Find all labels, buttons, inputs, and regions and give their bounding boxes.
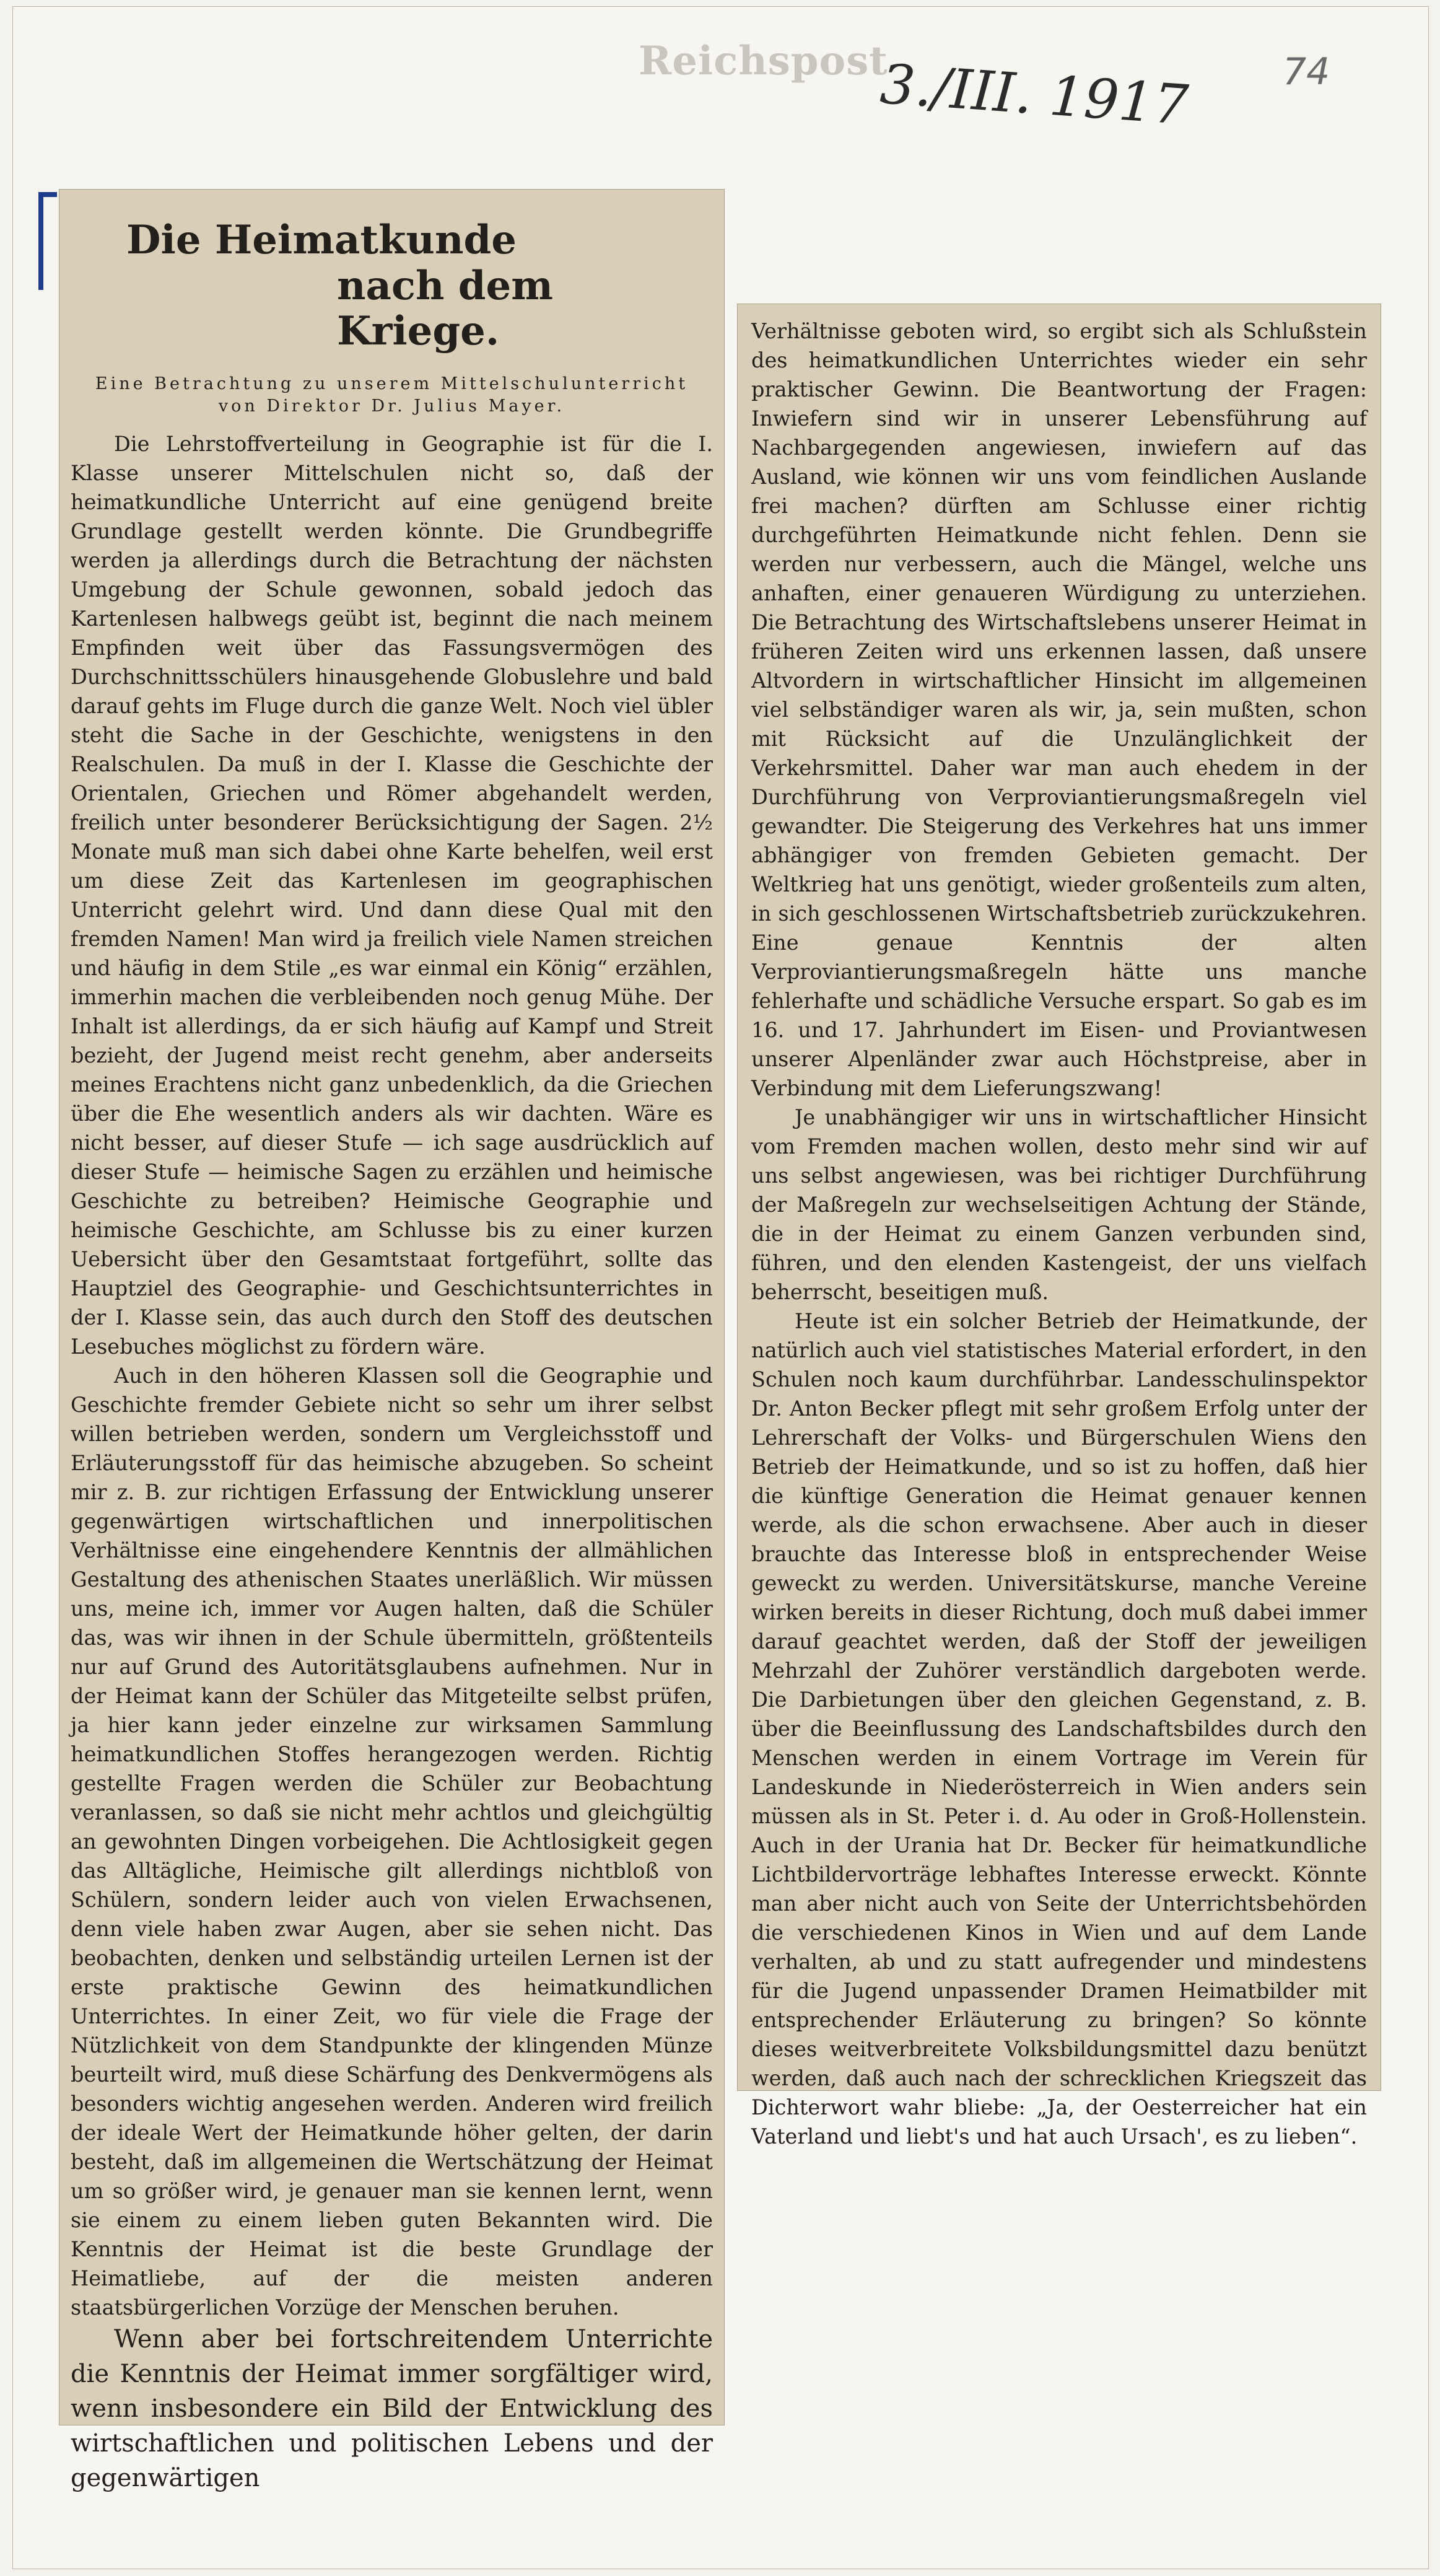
article-title-line2: nach dem Kriege.	[337, 262, 553, 355]
paragraph: Je unabhängiger wir uns in wirtschaftlicher Hinsicht vom Fremden machen wollen, desto mehr sind wir auf uns selbst angewiesen, was bei richtiger Durchführung der Maßregeln zur wechselseitigen Achtung der Stände, die in der Heimat zu einem Ganzen verbunden sind, führen, und den elenden Kastengeist, der uns vielfach beherrscht, beseitigen muß.	[751, 1105, 1367, 1304]
page-number: 74	[1283, 50, 1330, 94]
clipping-right-column	[737, 304, 1381, 2149]
archive-stamp: Reichspost	[639, 38, 888, 84]
right-column-text	[751, 317, 1367, 2151]
handwritten-date: 3./III. 1917	[878, 51, 1190, 138]
paragraph: Die Lehrstoffverteilung in Geographie ist für die I. Klasse unserer Mittelschulen nicht so, daß der heimatkundliche Unterricht auf eine genügend breite Grundlage gestellt werden könnte. Die Grundbegriffe werden ja allerdings durch die Betrachtung der nächsten Umgebung der Schule gewonnen, sobald jedoch das Kartenlesen halbwegs geübt ist, beginnt die nach meinem Empfinden weit über das Fassungsvermögen des Durchschnittsschülers hinausgehende Globuslehre und bald darauf gehts im Fluge durch die ganze Welt. Noch viel übler steht die Sache in der Geschichte, wenigstens in den Realschulen. Da muß in der I. Klasse die Geschichte der Orientalen, Griechen und Römer abgehandelt werden, freilich unter besonderer Berücksichtigung der Sagen. 2½ Monate muß man sich dabei ohne Karte behelfen, weil erst um diese Zeit das Kartenlesen im geographischen Unterricht gelehrt wird. Und dann diese Qual mit den fremden Namen! Man wird ja freilich viele Namen streichen und häufig in dem Stile „es war einmal ein König“ erzählen, immerhin machen die verbleibenden noch genug Mühe. Der Inhalt ist allerdings, da er sich häufig auf Kampf und Streit bezieht, der Jugend meist recht genehm, aber anderseits meines Erachtens nicht ganz unbedenklich, da die Griechen über die Ehe wesentlich anders als wir dachten. Wäre es nicht besser, auf dieser Stufe — ich sage ausdrücklich auf dieser Stufe — heimische Sagen zu erzählen und heimische Geschichte zu betreiben? Heimische Geographie und heimische Geschichte, am Schlusse bis zu einer kurzen Uebersicht über den Gesamtstaat fortgeführt, sollte das Hauptziel des Geographie- und Geschichtsunterrichtes in der I. Klasse sein, das auch durch den Stoff des deutschen Lesebuches möglichst zu fördern wäre.	[71, 431, 713, 1359]
paragraph: Heute ist ein solcher Betrieb der Heimatkunde, der natürlich auch viel statistisches Material erfordert, in den Schulen noch kaum durchführbar. Landesschulinspektor Dr. Anton Becker pflegt mit sehr großem Erfolg unter der Lehrerschaft der Volks- und Bürgerschulen Wiens den Betrieb der Heimatkunde, und so ist zu hoffen, daß hier die künftige Generation die Heimat genauer kennen werde, als die schon erwachsene. Aber auch in dieser brauchte das Interesse bloß in entsprechender Weise geweckt zu werden. Universitätskurse, manche Vereine wirken bereits in dieser Richtung, doch muß dabei immer darauf geachtet werden, daß der Stoff der jeweiligen Mehrzahl der Zuhörer verständlich dargeboten werde. Die Darbietungen über den gleichen Gegenstand, z. B. über die Beeinflussung des Landschaftsbildes durch den Menschen werden in einem Vortrage im Verein für Landeskunde in Niederösterreich in Wien anders sein müssen als in St. Peter i. d. Au oder in Groß-Hollenstein. Auch in der Urania hat Dr. Becker für heimatkundliche Lichtbildervorträge lebhaftes Interesse erweckt. Könnte man aber nicht auch von Seite der Unterrichtsbehörden die verschiedenen Kinos in Wien und auf dem Lande verhalten, ab und zu statt aufregender und mindestens für die Jugend unpassender Dramen Heimatbilder mit entsprechender Erläuterung zu bringen? So könnte dieses weitverbreitete Volksbildungsmittel dazu benützt werden, daß auch nach der schrecklichen Kriegszeit das Dichterwort wahr bliebe: „Ja, der Oesterreicher hat ein Vaterland und liebt's und hat auch Ursach', es zu lieben“.	[751, 1309, 1367, 2149]
paragraph: Verhältnisse geboten wird, so ergibt sich als Schlußstein des heimatkundlichen Unterrichtes wieder ein sehr praktischer Gewinn. Die Beantwortung der Fragen: Inwiefern sind wir in unserer Lebensführung auf Nachbargegenden angewiesen, inwiefern auf das Ausland, wie können wir uns vom feindlichen Auslande frei machen? dürften am Schlusse einer richtig durchgeführten Heimatkunde nicht fehlen. Denn sie werden nur verbessern, auch die Mängel, welche uns anhaften, einer genaueren Würdigung zu unterziehen. Die Betrachtung des Wirtschaftslebens unserer Heimat in früheren Zeiten wird uns erkennen lassen, daß unsere Altvordern in wirtschaftlicher Hinsicht im allgemeinen viel selbständiger waren als wir, ja, sein mußten, schon mit Rücksicht auf die Unzulänglichkeit der Verkehrsmittel. Daher war man auch ehedem in der Durchführung von Verproviantierungsmaßregeln viel gewandter. Die Steigerung des Verkehres hat uns immer abhängiger von fremden Gebieten gemacht. Der Weltkrieg hat uns genötigt, wieder großenteils zum alten, in sich geschlossenen Wirtschaftsbetrieb zurückzukehren. Eine genaue Kenntnis der alten Verproviantierungsmaßregeln hätte uns manche fehlerhafte und schädliche Versuche erspart. So gab es im 16. und 17. Jahrhundert im Eisen- und Proviantwesen unserer Alpenländer zwar auch Höchstpreise, aber in Verbindung mit dem Lieferungszwang!	[751, 319, 1367, 1100]
paragraph: Auch in den höheren Klassen soll die Geographie und Geschichte fremder Gebiete nicht so sehr um ihrer selbst willen betrieben werden, sondern um Vergleichsstoff und Erläuterungsstoff für das heimische abzugeben. So scheint mir z. B. zur richtigen Erfassung der Entwicklung unserer gegenwärtigen wirtschaftlichen und innerpolitischen Verhältnisse eine eingehendere Kenntnis der allmählichen Gestaltung des athenischen Staates unerläßlich. Wir müssen uns, meine ich, immer vor Augen halten, daß die Schüler das, was wir ihnen in der Schule übermitteln, größtenteils nur auf Grund des Autoritätsglaubens aufnehmen. Nur in der Heimat kann der Schüler das Mitgeteilte selbst prüfen, ja hier kann jeder einzelne zur wirksamen Sammlung heimatkundlichen Stoffes herangezogen werden. Richtig gestellte Fragen werden die Schüler zur Beobachtung veranlassen, so daß sie nicht mehr achtlos und gleichgültig an gewohnten Dingen vorbeigehen. Die Achtlosigkeit gegen das Alltägliche, Heimische gilt allerdings nichtbloß von Schülern, sondern leider auch von vielen Erwachsenen, denn viele haben zwar Augen, aber sie sehen nicht. Das beobachten, denken und selbständig urteilen Lernen ist der erste praktische Gewinn des heimatkundlichen Unterrichtes. In einer Zeit, wo für viele die Frage der Nützlichkeit von dem Standpunkte der klingenden Münze beurteilt wird, muß diese Schärfung des Denkvermögens als besonders wichtig angesehen werden. Anderen wird freilich der ideale Wert der Heimatkunde höher gelten, der darin besteht, daß im allgemeinen die Wertschätzung der Heimat um so größer wird, je genauer man sie kennen lernt, wenn sie einem zu einem lieben guten Bekannten wird. Die Kenntnis der Heimat ist die beste Grundlage der Heimatliebe, auf der die meisten anderen staatsbürgerlichen Vorzüge der Menschen beruhen.	[71, 1363, 713, 2320]
left-column-text	[71, 429, 713, 2495]
paragraph: Wenn aber bei fortschreitendem Unterrichte die Kenntnis der Heimat immer sorgfältiger wird, wenn insbesondere ein Bild der Entwicklung des wirtschaftlichen und politischen Lebens und der gegenwärtigen	[71, 2324, 713, 2492]
article-subtitle: Eine Betrachtung zu unserem Mittelschulunterricht von Direktor Dr. Julius Mayer.	[95, 374, 689, 416]
blue-pencil-mark	[38, 192, 57, 290]
clipping-left-column	[59, 189, 725, 2492]
article-title-line1: Die Heimatkunde	[126, 217, 517, 263]
